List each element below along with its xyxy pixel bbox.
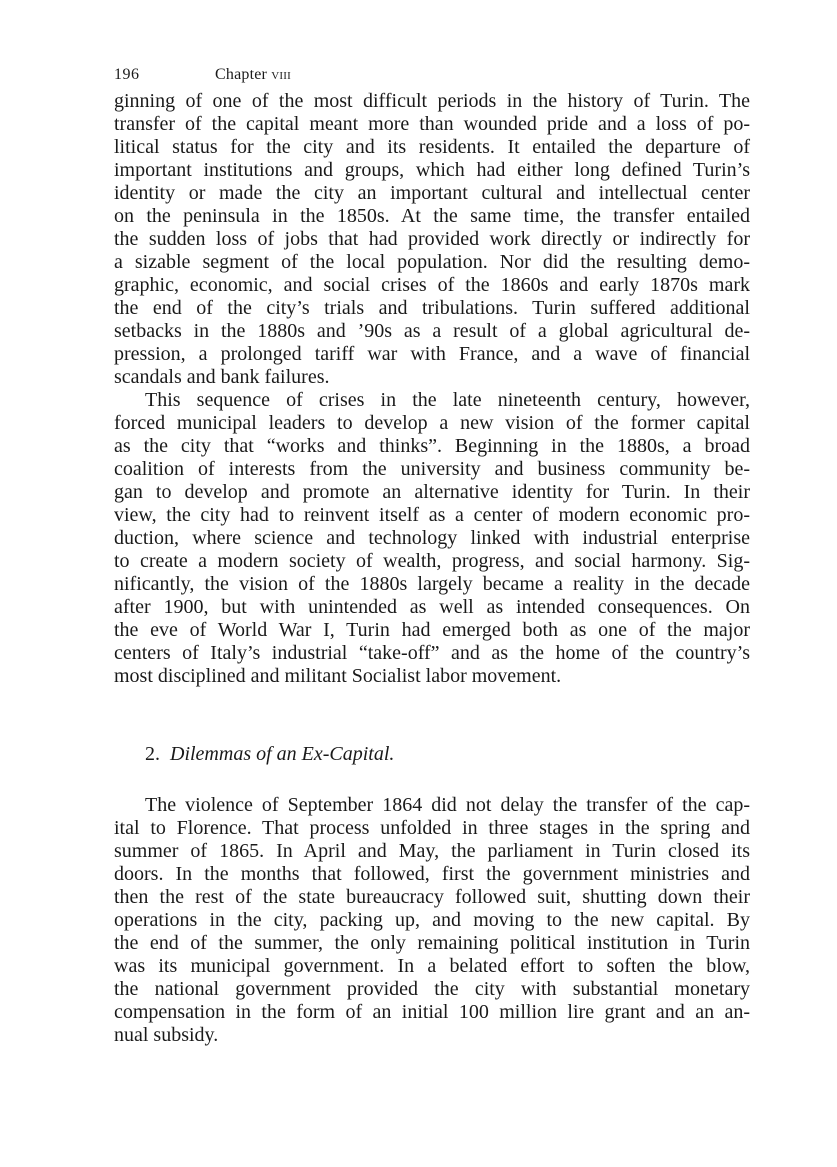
text-line: was its municipal government. In a belated effort to soften the blow, xyxy=(114,955,750,977)
text-line: forced municipal leaders to develop a new vision of the former capital xyxy=(114,412,750,434)
text-line: doors. In the months that followed, first the government ministries and xyxy=(114,863,750,885)
text-line: centers of Italy’s industrial “take-off” and as the home of the country’s xyxy=(114,642,750,664)
text-line: after 1900, but with unintended as well as intended consequences. On xyxy=(114,596,750,618)
text-line: a sizable segment of the local population. Nor did the resulting demo- xyxy=(114,251,750,273)
text-line: operations in the city, packing up, and moving to the new capital. By xyxy=(114,909,750,931)
text-line: nual subsidy. xyxy=(114,1024,219,1046)
text-line: gan to develop and promote an alternative identity for Turin. In their xyxy=(114,481,750,503)
paragraph-1 xyxy=(114,90,750,389)
text-line: the end of the summer, the only remaining political institution in Turin xyxy=(114,932,750,954)
text-line: the eve of World War I, Turin had emerged both as one of the major xyxy=(114,619,750,641)
text-line: compensation in the form of an initial 100 million lire grant and an an- xyxy=(114,1001,750,1023)
section-heading xyxy=(114,740,750,768)
text-line: the sudden loss of jobs that had provided work directly or indirectly for xyxy=(114,228,750,250)
text-line: coalition of interests from the university and business community be- xyxy=(114,458,750,480)
text-line: ginning of one of the most difficult periods in the history of Turin. The xyxy=(114,90,750,112)
text-line: The violence of September 1864 did not delay the transfer of the cap- xyxy=(145,794,750,816)
section-gap xyxy=(114,768,750,794)
text-line: on the peninsula in the 1850s. At the same time, the transfer entailed xyxy=(114,205,750,227)
text-line: litical status for the city and its residents. It entailed the departure of xyxy=(114,136,750,158)
text-line: the end of the city’s trials and tribulations. Turin suffered additional xyxy=(114,297,750,319)
text-line: ital to Florence. That process unfolded in three stages in the spring and xyxy=(114,817,750,839)
text-line: summer of 1865. In April and May, the parliament in Turin closed its xyxy=(114,840,750,862)
text-line: view, the city had to reinvent itself as a center of modern economic pro- xyxy=(114,504,750,526)
text-line: scandals and bank failures. xyxy=(114,366,330,388)
text-line: This sequence of crises in the late nineteenth century, however, xyxy=(145,389,750,411)
text-line: then the rest of the state bureaucracy followed suit, shutting down their xyxy=(114,886,750,908)
text-line: nificantly, the vision of the 1880s largely became a reality in the decade xyxy=(114,573,750,595)
chapter-numeral: viii xyxy=(271,66,291,83)
text-line: important institutions and groups, which had either long defined Turin’s xyxy=(114,159,750,181)
text-line: to create a modern society of wealth, progress, and social harmony. Sig- xyxy=(114,550,750,572)
section-title: Dilemmas of an Ex-Capital. xyxy=(170,743,395,765)
text-line: duction, where science and technology linked with industrial enterprise xyxy=(114,527,750,549)
text-line: graphic, economic, and social crises of the 1860s and early 1870s mark xyxy=(114,274,750,296)
chapter-word: Chapter xyxy=(215,66,268,83)
text-line: transfer of the capital meant more than wounded pride and a loss of po- xyxy=(114,113,750,135)
text-line: pression, a prolonged tariff war with France, and a wave of financial xyxy=(114,343,750,365)
text-line: most disciplined and militant Socialist labor movement. xyxy=(114,665,562,687)
text-line: setbacks in the 1880s and ’90s as a result of a global agricultural de- xyxy=(114,320,750,342)
text-line: as the city that “works and thinks”. Beginning in the 1880s, a broad xyxy=(114,435,750,457)
text-line: the national government provided the city with substantial monetary xyxy=(114,978,750,1000)
section-number: 2. xyxy=(145,743,160,765)
page xyxy=(114,66,750,1047)
page-number: 196 xyxy=(114,66,140,83)
paragraph-3 xyxy=(114,794,750,1047)
paragraph-2 xyxy=(114,389,750,688)
running-header xyxy=(114,66,750,90)
text-line: identity or made the city an important cultural and intellectual center xyxy=(114,182,750,204)
chapter-label xyxy=(215,66,291,84)
